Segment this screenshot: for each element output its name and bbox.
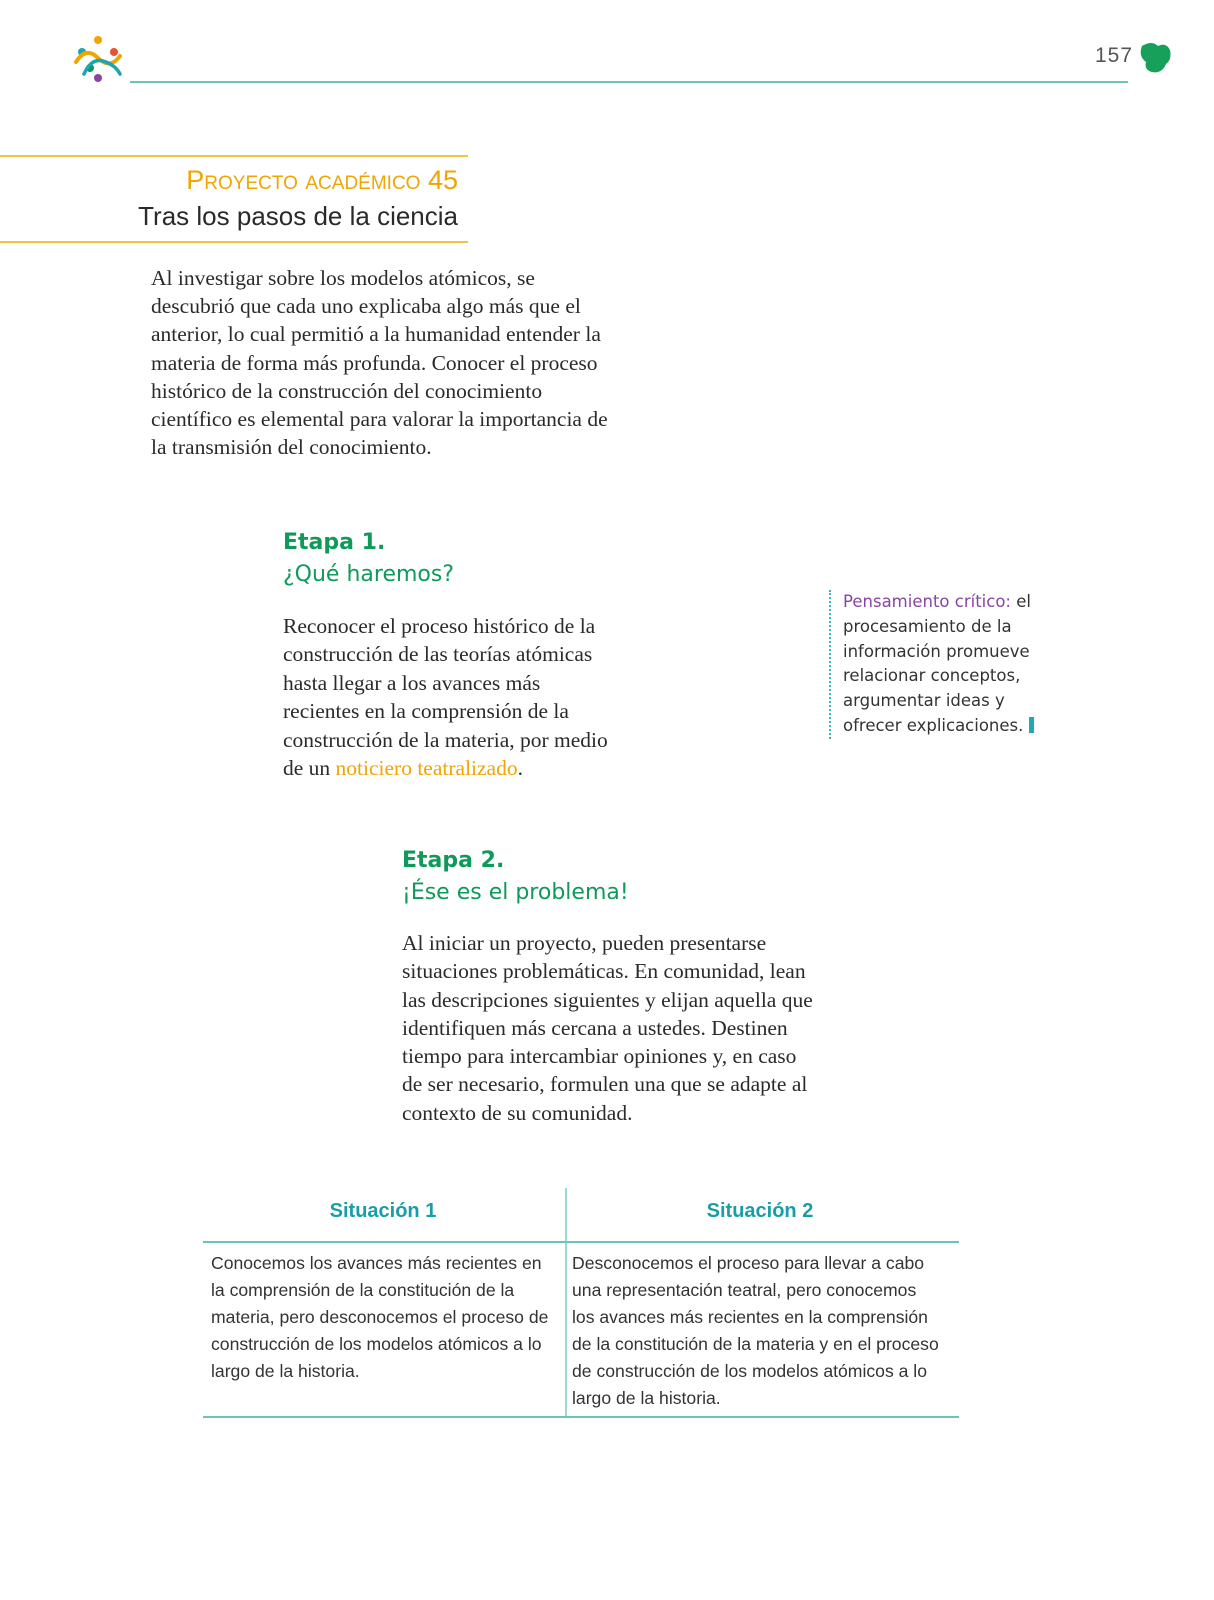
note-text: el procesamiento de la información promueve relacionar conceptos, argumentar ideas y ofrecer explicaciones.	[843, 592, 1031, 735]
stage-2-title: Etapa 2.	[402, 848, 505, 873]
stage-1-body-end: .	[517, 756, 523, 781]
stage-2-heading	[402, 845, 629, 909]
note-keyword: Pensamiento crítico:	[843, 592, 1011, 611]
stage-1-subtitle: ¿Qué haremos?	[283, 562, 455, 587]
situation-2-header: Situación 2	[706, 1200, 814, 1222]
situation-1-header: Situación 1	[329, 1200, 437, 1222]
table-bottom-rule	[203, 1416, 959, 1418]
situation-1-text: Conocemos los avances más recientes en la comprensión de la constitución de la materia, pero desconocemos el proceso de construcción de los modelos atómicos a lo largo de la historia.	[211, 1253, 549, 1381]
stage-1-title: Etapa 1.	[283, 530, 386, 555]
table-header-rule	[203, 1241, 959, 1243]
end-mark-icon	[1029, 717, 1034, 733]
project-title: Tras los pasos de la ciencia	[138, 201, 458, 231]
stage-1-heading	[283, 527, 454, 591]
situation-2-text: Desconocemos el proceso para llevar a cabo una representación teatral, pero conocemos los avances más recientes en la comprensión de la constitución de la materia y en el proceso de construcción de los modelos atómicos a lo largo de la historia.	[572, 1253, 939, 1408]
stage-1-body-start: Reconocer el proceso histórico de la construcción de las teorías atómicas hasta llegar a los avances más recientes en la comprensión de la construcción de la materia, por medio de un	[283, 614, 608, 781]
page-number: 157	[1095, 44, 1134, 67]
stage-1-body	[283, 612, 613, 782]
project-label: Proyecto académico 45	[186, 165, 458, 195]
header-rule	[130, 81, 1128, 83]
stage-2-subtitle: ¡Ése es el problema!	[402, 880, 629, 905]
community-logo-icon	[70, 34, 126, 84]
table-column-divider	[565, 1188, 567, 1418]
project-title-box	[0, 155, 468, 243]
stage-2-body: Al iniciar un proyecto, pueden presentarse situaciones problemáticas. En comunidad, lean las descripciones siguientes y elijan aquella que identifiquen más cercana a ustedes. Destinen tiempo para intercambiar opiniones y, en caso de ser necesario, formulen una que se adapte al contexto de su comunidad.	[402, 931, 813, 1125]
intro-paragraph: Al investigar sobre los modelos atómicos, se descubrió que cada uno explicaba algo más que el anterior, lo cual permitió a la humanidad entender la materia de forma más profunda. Conocer el proceso histórico de la construcción del conocimiento científico es elemental para valorar la importancia de la transmisión del conocimiento.	[151, 266, 608, 460]
critical-thinking-note	[829, 590, 1053, 739]
leaf-corner-icon	[1138, 40, 1172, 76]
stage-1-highlight: noticiero teatralizado	[335, 756, 518, 781]
